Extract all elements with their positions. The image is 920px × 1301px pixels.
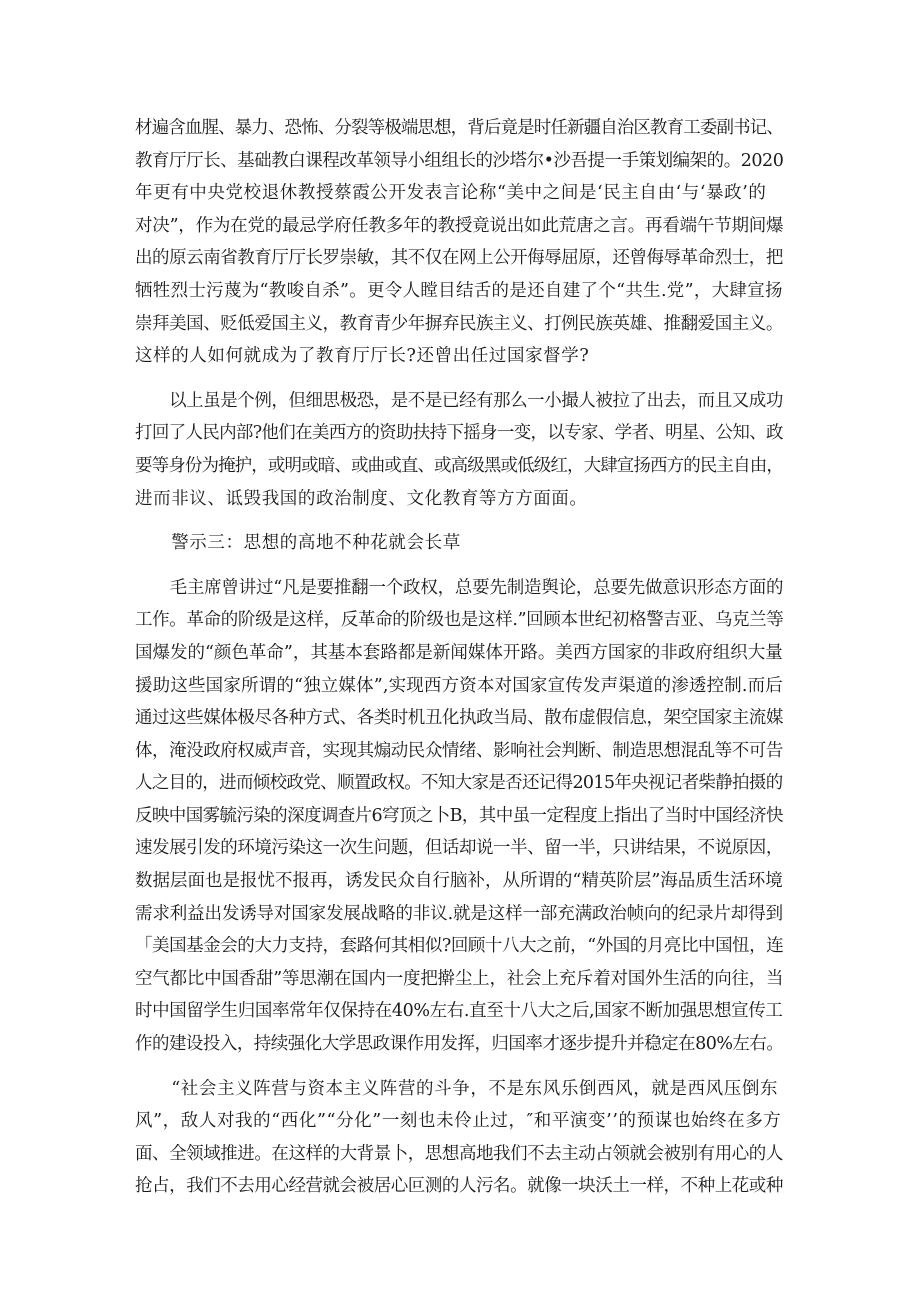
paragraph-spacer	[135, 373, 785, 385]
text-line: 牺牲烈士污蔑为“教唆自杀”。更令人瞠目结舌的是还自建了个“共生.党”，大肆宣扬	[135, 280, 783, 301]
text-line: 面、全领域推进。在这样的大背景卜，思想高地我们不去主动占领就会被别有用心的人	[135, 1143, 783, 1164]
text-line: 空气都比中国香甜”等思潮在国内一度把擀尘上，社会上充斥着对国外生活的向往，当	[135, 968, 784, 989]
text-line: 援助这些国家所谓的“独立媒体”,实现西方资本对国家宣传发声渠道的渗透控制.而后	[135, 675, 783, 696]
paragraph	[135, 112, 785, 373]
text-line: 这样的人如何就成为了教育厅厅长?还曾出任过国家督学?	[135, 346, 590, 367]
text-line: 人之目的，进而倾校政党、顺置政权。不知大家是否还记得2015年央视记者柴静拍摄的	[135, 773, 783, 794]
text-line: 崇拜美国、贬低爱国主义，教育青少年摒弃民族主义、打例民族英雄、推翻爱国主义。	[135, 313, 783, 334]
text-line: 年更有中央党校退休教授蔡霞公开发表言论称“美中之间是‘民主自由‘与‘暴政’的	[135, 183, 767, 204]
text-line: 工作。革命的阶级是这样，反革命的阶级也是这样.”回顾本世纪初格警吉亚、乌克兰等	[135, 610, 784, 631]
paragraph-spacer	[135, 1061, 785, 1073]
paragraph-spacer	[135, 560, 785, 572]
text-line: 以上虽是个例，但细思极恐，是不是已经有那么一小撮人被拉了出去，而且又成功	[135, 390, 783, 411]
text-line: 出的原云南省教育厅厅长罗崇敏，其不仅在网上公开侮辱屈原，还曾侮辱革命烈士，把	[135, 248, 783, 269]
text-line: 数据层面也是报忧不报再，诱发民众自行脑补，从所谓的“精英阶层”海品质生活环境	[135, 871, 783, 892]
text-line: 进而非议、诋毁我国的政治制度、文化教育等方方面面。	[135, 488, 588, 509]
text-line: 教育厅厅长、基础教白课程改革领导小组组长的沙塔尔•沙吾提一手策划编架的。2020	[135, 150, 784, 171]
paragraph-spacer	[135, 515, 785, 527]
text-line: 作的建设投入，持续强化大学思政课作用发挥，归国率才逐步提升并稳定在80%左右。	[135, 1034, 784, 1055]
paragraph	[135, 572, 785, 1061]
paragraph	[135, 385, 785, 515]
text-line: 体，淹没政府权威声音，实现其煽动民众情绪、影响社会判断、制造思想混乱等不可告	[135, 740, 783, 761]
text-line: 打回了人民内部?他们在美西方的资助扶持下摇身一变，以专家、学者、明星、公知、政	[135, 423, 783, 444]
paragraph	[135, 1073, 785, 1203]
document-body	[135, 112, 785, 1203]
text-line: 通过这些媒体极尽各种方式、各类时机丑化执政当局、散布虚假信息，架空国家主流媒	[135, 708, 783, 729]
text-line: 国爆发的“颜色革命”，其基本套路都是新闻媒体开路。美西方国家的非政府组织大量	[135, 642, 783, 663]
text-line: 要等身份为掩护，或明或暗、或曲或直、或高级黑或低级红，大肆宣扬西方的民主自由，	[135, 455, 783, 476]
text-line: 「美国基金会的大力支持，套路何其相似?回顾十八大之前，“外国的月亮比中国忸，连	[135, 936, 784, 957]
text-line: 风”，敌人对我的“西化”“分化”一刻也未伶止过，″和平演变’’的预谋也始终在多方	[135, 1111, 782, 1132]
text-line: 反映中国雾毓污染的深度调查片6穹顶之卜B，其中虽一定程度上指出了当时中国经济快	[135, 805, 783, 826]
text-line: “社会主义阵营与资本主义阵营的斗争，不是东风乐倒西风，就是西风压倒东	[135, 1078, 779, 1099]
text-line: 材遍含血腥、暴力、恐怖、分裂等极端思想，背后竟是时任新疆自治区教育工委副书记、	[135, 118, 783, 138]
text-line: 对决”，作为在党的最忌学府任教多年的教授竟说出如此荒唐之言。再看端午节期间爆	[135, 215, 784, 236]
section-heading	[135, 527, 785, 560]
text-line: 速发展引发的环境污染这一次生问题，但话却说一半、留一半，只讲结果，不说原因，	[135, 838, 783, 859]
text-line: 毛主席曾讲过“凡是要推翻一个政权，总要先制造舆论，总要先做意识形态方面的	[135, 577, 784, 598]
text-line: 需求利益出发诱导对国家发展战略的非议.就是这样一部充满政治帧向的纪录片却得到	[135, 903, 783, 924]
text-line: 警示三：思想的高地不种花就会长草	[135, 533, 461, 554]
text-line: 时中国留学生归国率常年仅保持在40%左右.直至十八大之后,国家不断加强思想宣传工	[135, 1001, 783, 1022]
text-line: 抢占，我们不去用心经营就会被居心叵测的人污名。就像一块沃土一样，不种上花或种	[135, 1176, 783, 1197]
